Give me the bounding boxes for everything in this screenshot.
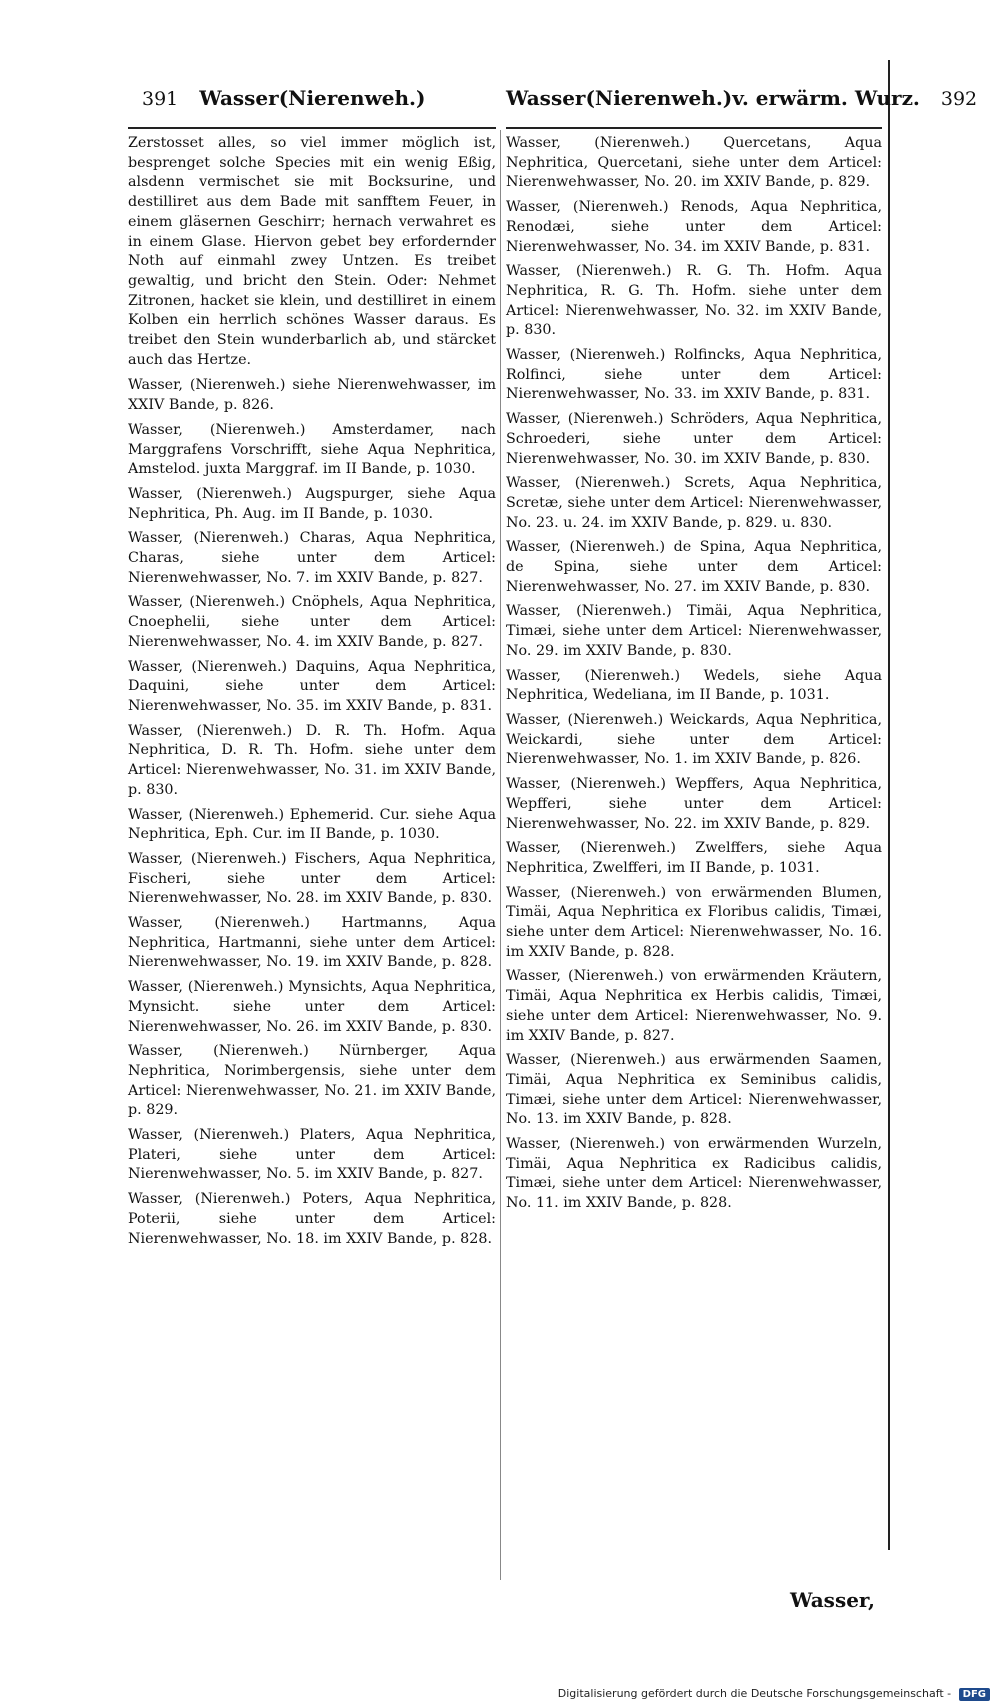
footer-text: Digitalisierung gefördert durch die Deutsche Forschungsgemeinschaft -: [557, 1687, 952, 1700]
left-entry: Wasser, (Nierenweh.) Ephemerid. Cur. siehe Aqua Nephritica, Eph. Cur. im II Bande, p. 1030.: [128, 806, 496, 843]
digitization-footer: [0, 1687, 990, 1705]
right-entry: Wasser, (Nierenweh.) Quercetans, Aqua Nephritica, Quercetani, siehe unter dem Articel: Nierenwehwasser, No. 20. im XXIV Bande, p. 829.: [506, 135, 882, 191]
left-page-number: 391: [142, 88, 179, 110]
left-entry: Wasser, (Nierenweh.) Daquins, Aqua Nephritica, Daquini, siehe unter dem Articel: Nierenwehwasser, No. 35. im XXIV Bande, p. 831.: [128, 658, 496, 714]
right-entry: Wasser, (Nierenweh.) von erwärmenden Wurzeln, Timäi, Aqua Nephritica ex Radicibus calidis, Timæi, siehe unter dem Articel: Nierenwehwasser, No. 11. im XXIV Bande, p. 828.: [506, 1136, 882, 1212]
page-edge-line: [888, 60, 890, 1550]
right-entry: Wasser, (Nierenweh.) Zwelffers, siehe Aqua Nephritica, Zwelfferi, im II Bande, p. 1031.: [506, 840, 882, 876]
right-entry: Wasser, (Nierenweh.) Rolfincks, Aqua Nephritica, Rolfinci, siehe unter dem Articel: Nierenwehwasser, No. 33. im XXIV Bande, p. 831.: [506, 347, 882, 403]
left-entry: Wasser, (Nierenweh.) Cnöphels, Aqua Nephritica, Cnoephelii, siehe unter dem Articel: Nierenwehwasser, No. 4. im XXIV Bande, p. 827.: [128, 594, 496, 650]
left-entry: Wasser, (Nierenweh.) Amsterdamer, nach Marggrafens Vorschrifft, siehe Aqua Nephritica, Amstelod. juxta Marggraf. im II Bande, p. 1030.: [128, 421, 496, 478]
dfg-logo: DFG: [959, 1688, 990, 1701]
left-header-rule: [128, 127, 496, 129]
left-entry: Wasser, (Nierenweh.) Fischers, Aqua Nephritica, Fischeri, siehe unter dem Articel: Nierenwehwasser, No. 28. im XXIV Bande, p. 830.: [128, 850, 496, 907]
left-entry: Wasser, (Nierenweh.) Nürnberger, Aqua Nephritica, Norimbergensis, siehe unter dem Articel: Nierenwehwasser, No. 21. im XXIV Bande, p. 829.: [128, 1043, 496, 1119]
left-running-head: [128, 86, 488, 126]
right-running-head: [506, 86, 978, 126]
right-entry: Wasser, (Nierenweh.) Wepffers, Aqua Nephritica, Wepfferi, siehe unter dem Articel: Nierenwehwasser, No. 22. im XXIV Bande, p. 829.: [506, 776, 882, 832]
right-entry: Wasser, (Nierenweh.) de Spina, Aqua Nephritica, de Spina, siehe unter dem Articel: Nierenwehwasser, No. 27. im XXIV Bande, p. 830.: [506, 539, 882, 595]
left-entry: Wasser, (Nierenweh.) Mynsichts, Aqua Nephritica, Mynsicht. siehe unter dem Articel: Nierenwehwasser, No. 26. im XXIV Bande, p. 830.: [128, 979, 496, 1035]
left-entry: Wasser, (Nierenweh.) Poters, Aqua Nephritica, Poterii, siehe unter dem Articel: Nierenwehwasser, No. 18. im XXIV Bande, p. 828.: [128, 1191, 496, 1247]
left-entry: Wasser, (Nierenweh.) Platers, Aqua Nephritica, Plateri, siehe unter dem Articel: Nierenwehwasser, No. 5. im XXIV Bande, p. 827.: [128, 1127, 496, 1183]
right-entry: Wasser, (Nierenweh.) von erwärmenden Kräutern, Timäi, Aqua Nephritica ex Herbis calidis, Timæi, siehe unter dem Articel: Nierenwehwasser, No. 9. im XXIV Bande, p. 827.: [506, 968, 882, 1044]
right-entry: Wasser, (Nierenweh.) Timäi, Aqua Nephritica, Timæi, siehe unter dem Articel: Nierenwehwasser, No. 29. im XXIV Bande, p. 830.: [506, 603, 882, 659]
right-entry: Wasser, (Nierenweh.) Schröders, Aqua Nephritica, Schroederi, siehe unter dem Articel: Nierenwehwasser, No. 30. im XXIV Bande, p. 830.: [506, 411, 882, 467]
right-running-title: Wasser(Nierenweh.)v. erwärm. Wurz.: [506, 86, 920, 110]
continued-paragraph: Zerstosset alles, so viel immer möglich ist, besprenget solche Species mit ein wenig Eßig, alsdenn vermischet sie mit Bocksurine, und destilliret aus dem Bade mit sanfftem Feuer, in einem gläsernen Geschirr; hernach verwahret es in einem Glase. Hiervon gebet bey erfordernder Noth auf einmahl zwey Untzen. Es treibet gewaltig, und bricht den Stein. Oder: Nehmet Zitronen, hacket sie klein, und destilliret in einem Kolben ein herrlich schönes Wasser daraus. Es treibet den Stein wunderbarlich ab, und stärcket auch das Hertze.: [128, 135, 496, 368]
right-entry: Wasser, (Nierenweh.) von erwärmenden Blumen, Timäi, Aqua Nephritica ex Floribus calidis, Timæi, siehe unter dem Articel: Nierenwehwasser, No. 16. im XXIV Bande, p. 828.: [506, 884, 882, 960]
right-entry: Wasser, (Nierenweh.) Weickards, Aqua Nephritica, Weickardi, siehe unter dem Articel: Nierenwehwasser, No. 1. im XXIV Bande, p. 826.: [506, 711, 882, 768]
right-column: [506, 134, 882, 1219]
right-entry: Wasser, (Nierenweh.) Renods, Aqua Nephritica, Renodæi, siehe unter dem Articel: Nierenwehwasser, No. 34. im XXIV Bande, p. 831.: [506, 199, 882, 255]
right-header-rule: [506, 127, 882, 129]
right-entry: Wasser, (Nierenweh.) Screts, Aqua Nephritica, Scretæ, siehe unter dem Articel: Nierenwehwasser, No. 23. u. 24. im XXIV Bande, p. 829. u. 830.: [506, 475, 882, 531]
left-entry: Wasser, (Nierenweh.) Augspurger, siehe Aqua Nephritica, Ph. Aug. im II Bande, p. 1030.: [128, 485, 496, 522]
left-running-title: Wasser(Nierenweh.): [199, 86, 426, 110]
right-entry: Wasser, (Nierenweh.) R. G. Th. Hofm. Aqua Nephritica, R. G. Th. Hofm. siehe unter dem Articel: Nierenwehwasser, No. 32. im XXIV Bande, p. 830.: [506, 263, 882, 339]
column-separator: [500, 130, 501, 1580]
catchword: Wasser,: [790, 1588, 875, 1612]
left-entry: Wasser, (Nierenweh.) Hartmanns, Aqua Nephritica, Hartmanni, siehe unter dem Articel: Nierenwehwasser, No. 19. im XXIV Bande, p. 828.: [128, 915, 496, 971]
left-entry: Wasser, (Nierenweh.) Charas, Aqua Nephritica, Charas, siehe unter dem Articel: Nierenwehwasser, No. 7. im XXIV Bande, p. 827.: [128, 530, 496, 586]
left-entry: Wasser, (Nierenweh.) D. R. Th. Hofm. Aqua Nephritica, D. R. Th. Hofm. siehe unter dem Articel: Nierenwehwasser, No. 31. im XXIV Bande, p. 830.: [128, 722, 496, 798]
right-entry: Wasser, (Nierenweh.) aus erwärmenden Saamen, Timäi, Aqua Nephritica ex Seminibus calidis, Timæi, siehe unter dem Articel: Nierenwehwasser, No. 13. im XXIV Bande, p. 828.: [506, 1052, 882, 1128]
left-entry: Wasser, (Nierenweh.) siehe Nierenwehwasser, im XXIV Bande, p. 826.: [128, 377, 496, 414]
right-page-number: 392: [940, 88, 978, 110]
right-entry: Wasser, (Nierenweh.) Wedels, siehe Aqua Nephritica, Wedeliana, im II Bande, p. 1031.: [506, 667, 882, 704]
left-column: [128, 134, 496, 1254]
